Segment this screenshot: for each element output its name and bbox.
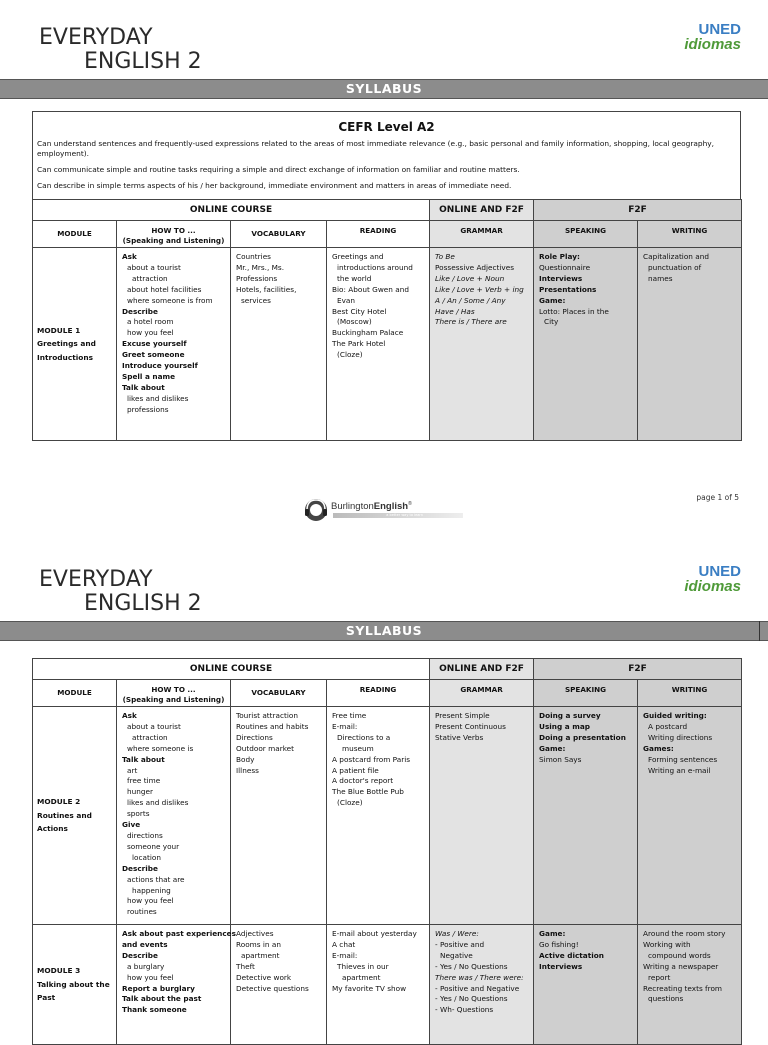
cell-line: (Cloze) <box>337 350 363 360</box>
cell-line: Outdoor market <box>236 743 295 753</box>
cell-line: Describe <box>122 863 158 873</box>
cell-line: Thank someone <box>122 1005 187 1015</box>
cell-line: Directions <box>236 732 273 742</box>
header-grammar: GRAMMAR <box>430 221 534 248</box>
logo-idiomas-text: idiomas <box>684 36 741 53</box>
cell-line: routines <box>127 907 157 917</box>
cell-line: City <box>544 317 559 327</box>
module-name-cell <box>33 925 117 1045</box>
cell-line: Talk about <box>122 754 165 764</box>
cell-line: Introduce yourself <box>122 361 198 371</box>
cell-line: location <box>132 852 161 862</box>
cell-line: punctuation of <box>648 262 702 272</box>
cell-line: - Yes / No Questions <box>435 994 508 1004</box>
cell-line: Present Continuous <box>435 721 506 731</box>
table-row <box>33 248 742 441</box>
module-name-line: Past <box>37 993 56 1003</box>
header-writing: WRITING <box>638 221 742 248</box>
speaking-cell <box>534 925 638 1045</box>
cell-line: the world <box>337 273 372 283</box>
cell-line: where someone is <box>127 743 194 753</box>
header-f2f: F2F <box>534 200 742 221</box>
cell-line: Working with <box>643 939 691 949</box>
cell-line: Hotels, facilities, <box>236 284 297 294</box>
cell-line: how you feel <box>127 972 174 982</box>
cell-line: Writing an e-mail <box>648 765 711 775</box>
brand-tagline-bar <box>333 513 463 518</box>
syllabus-banner <box>0 621 768 641</box>
cell-line: happening <box>132 885 171 895</box>
course-title-line2: ENGLISH 2 <box>84 591 202 616</box>
cell-line: A postcard from Paris <box>332 754 411 764</box>
cell-line: Buckingham Palace <box>332 328 404 338</box>
header-speaking: SPEAKING <box>534 680 638 707</box>
cell-line: Tourist attraction <box>236 711 298 720</box>
cell-line: To Be <box>435 252 455 261</box>
cell-line: Role Play: <box>539 252 580 261</box>
header-howto <box>117 221 231 248</box>
cell-line: apartment <box>241 950 280 960</box>
cell-line: Ask about past experiences <box>122 929 236 938</box>
cell-line: Ask <box>122 711 137 720</box>
reading-cell <box>327 248 430 441</box>
cell-line: Interviews <box>539 273 583 283</box>
page-number: page 1 of 5 <box>696 493 739 502</box>
syllabus-banner-label: SYLLABUS <box>345 81 423 96</box>
cell-line: Recreating texts from <box>643 983 723 993</box>
module-name-line: MODULE 1 <box>37 325 81 335</box>
cell-line: introductions around <box>337 262 413 272</box>
cell-line: Stative Verbs <box>435 732 484 742</box>
cell-line: Writing directions <box>648 732 713 742</box>
course-title <box>39 27 202 73</box>
vocabulary-cell <box>231 707 327 925</box>
cell-line: - Positive and Negative <box>435 983 520 993</box>
header-online-f2f: ONLINE AND F2F <box>430 200 534 221</box>
cell-line: Directions to a <box>337 732 391 742</box>
cell-line: questions <box>648 994 684 1004</box>
speaking-cell <box>534 248 638 441</box>
cell-line: a burglary <box>127 961 165 971</box>
cell-line: Around the room story <box>643 929 726 938</box>
uned-idiomas-logo <box>684 22 741 52</box>
cell-line: actions that are <box>127 874 185 884</box>
cell-line: about hotel facilities <box>127 284 202 294</box>
cell-line: Doing a presentation <box>539 732 626 742</box>
cell-line: Game: <box>539 743 566 753</box>
cell-line: sports <box>127 809 150 819</box>
cell-line: services <box>241 295 271 305</box>
course-title-line1: EVERYDAY <box>39 567 153 592</box>
cell-line: Guided writing: <box>643 711 707 720</box>
header-howto-line2: (Speaking and Listening) <box>122 236 225 245</box>
header-howto-line1: HOW TO ... <box>151 685 196 694</box>
cell-line: Present Simple <box>435 711 490 720</box>
cell-line: Countries <box>236 252 271 261</box>
header-online-course: ONLINE COURSE <box>33 200 430 221</box>
cell-line: There is / There are <box>435 317 507 327</box>
cefr-paragraph: Can communicate simple and routine tasks requiring a simple and direct exchange of information on familiar and routine matters. <box>37 165 520 174</box>
header-howto-line1: HOW TO ... <box>151 226 196 235</box>
cell-line: hunger <box>127 787 153 797</box>
header-writing: WRITING <box>638 680 742 707</box>
vocabulary-cell <box>231 925 327 1045</box>
cell-line: Describe <box>122 950 158 960</box>
cell-line: directions <box>127 830 163 840</box>
cell-line: likes and dislikes <box>127 798 189 808</box>
cell-line: Using a map <box>539 721 590 731</box>
cefr-paragraph: Can describe in simple terms aspects of his / her background, immediate environment and matters in areas of immediate need. <box>37 181 512 190</box>
cell-line: - Yes / No Questions <box>435 961 508 971</box>
cell-line: Presentations <box>539 284 597 294</box>
reading-cell <box>327 925 430 1045</box>
writing-cell <box>638 925 742 1045</box>
cell-line: a hotel room <box>127 317 174 327</box>
cell-line: Rooms in an <box>236 939 281 949</box>
cell-line: where someone is from <box>127 295 213 305</box>
module-name-line: MODULE 2 <box>37 797 81 807</box>
grammar-cell <box>430 707 534 925</box>
cell-line: The Blue Bottle Pub <box>332 787 404 797</box>
cefr-paragraph: Can understand sentences and frequently-used expressions related to the areas of most immediate relevance (e.g., basic personal and family information, shopping, local geography, employment). <box>37 139 715 158</box>
cell-line: attraction <box>132 732 168 742</box>
cell-line: Greet someone <box>122 350 185 360</box>
module-name-line: Actions <box>37 824 68 834</box>
brand-part-a: Burlington <box>331 501 374 513</box>
cell-line: compound words <box>648 950 711 960</box>
cell-line: Talk about the past <box>122 994 202 1004</box>
cell-line: The Park Hotel <box>332 339 386 349</box>
module-name-line: MODULE 3 <box>37 966 81 976</box>
cell-line: My favorite TV show <box>332 983 407 993</box>
cell-line: someone your <box>127 841 180 851</box>
cell-line: Ask <box>122 252 137 261</box>
cell-line: Body <box>236 754 255 764</box>
cell-line: Detective questions <box>236 983 309 993</box>
cell-line: Evan <box>337 295 356 305</box>
cell-line: likes and dislikes <box>127 393 189 403</box>
cell-line: - Positive and <box>435 939 485 949</box>
burlington-wordmark <box>331 501 412 512</box>
header-reading: READING <box>327 221 430 248</box>
course-title-line1: EVERYDAY <box>39 25 153 50</box>
header-vocabulary: VOCABULARY <box>231 221 327 248</box>
cell-line: Detective work <box>236 972 292 982</box>
header-howto-line2: (Speaking and Listening) <box>122 695 225 704</box>
cell-line: A postcard <box>648 721 688 731</box>
cefr-title: CEFR Level A2 <box>338 120 435 134</box>
header-online-course: ONLINE COURSE <box>33 659 430 680</box>
cell-line: Go fishing! <box>539 939 579 949</box>
cell-line: Was / Were: <box>435 929 479 938</box>
cell-line: and events <box>122 939 168 949</box>
cell-line: free time <box>127 776 161 786</box>
cell-line: Describe <box>122 306 158 316</box>
logo-uned-text: UNED <box>698 563 741 580</box>
cell-line: Routines and habits <box>236 721 309 731</box>
cell-line: Thieves in our <box>337 961 389 971</box>
howto-cell <box>117 707 231 925</box>
cell-line: (Moscow) <box>337 317 372 327</box>
cell-line: Give <box>122 820 141 830</box>
cell-line: E-mail about yesterday <box>332 929 417 938</box>
cell-line: art <box>127 765 138 775</box>
cell-line: Negative <box>440 950 473 960</box>
module-name-line: Introductions <box>37 352 94 362</box>
cell-line: Talk about <box>122 382 165 392</box>
syllabus-banner-label: SYLLABUS <box>345 623 423 638</box>
header-module: MODULE <box>33 221 117 248</box>
table-row <box>33 925 742 1045</box>
header-vocabulary: VOCABULARY <box>231 680 327 707</box>
logo-uned-text: UNED <box>698 21 741 38</box>
speaking-cell <box>534 707 638 925</box>
writing-cell <box>638 248 742 441</box>
course-title <box>39 569 202 615</box>
cell-line: Professions <box>236 273 278 283</box>
banner-edge <box>759 621 760 641</box>
cell-line: Theft <box>236 961 255 971</box>
howto-cell <box>117 925 236 1045</box>
brand-tagline: a better way to learn <box>386 513 423 517</box>
cell-line: A doctor's report <box>332 776 394 786</box>
grammar-cell <box>430 925 534 1045</box>
header-reading: READING <box>327 680 430 707</box>
cell-line: Excuse yourself <box>122 339 187 349</box>
cell-line: Game: <box>539 929 566 938</box>
header-f2f: F2F <box>534 659 742 680</box>
cell-line: Greetings and <box>332 252 384 261</box>
table-row <box>33 707 742 925</box>
burlington-english-logo <box>303 497 473 525</box>
cell-line: Best City Hotel <box>332 306 387 316</box>
brand-mark: ® <box>408 501 412 507</box>
cell-line: Lotto: Places in the <box>539 306 609 316</box>
headset-icon <box>303 497 329 523</box>
cell-line: Simon Says <box>539 754 582 764</box>
syllabus-banner <box>0 79 768 99</box>
module-name-cell <box>33 707 117 925</box>
cell-line: about a tourist <box>127 721 181 731</box>
cell-line: - Wh- Questions <box>435 1005 494 1015</box>
cell-line: Have / Has <box>435 306 475 316</box>
cell-line: E-mail: <box>332 721 358 731</box>
cell-line: E-mail: <box>332 950 358 960</box>
header-speaking: SPEAKING <box>534 221 638 248</box>
header-grammar: GRAMMAR <box>430 680 534 707</box>
module-name-line: Talking about the <box>37 979 110 989</box>
header-howto <box>117 680 231 707</box>
cell-line: Bio: About Gwen and <box>332 284 409 294</box>
cell-line: Mr., Mrs., Ms. <box>236 262 285 272</box>
header-module: MODULE <box>33 680 117 707</box>
cell-line: Questionnaire <box>539 262 591 272</box>
cell-line: Game: <box>539 295 566 305</box>
cell-line: about a tourist <box>127 262 181 272</box>
syllabus-table-2 <box>32 658 742 1045</box>
syllabus-table-1 <box>32 199 742 441</box>
cell-line: report <box>648 972 671 982</box>
howto-cell <box>117 248 231 441</box>
cell-line: Report a burglary <box>122 983 195 993</box>
cell-line: how you feel <box>127 896 174 906</box>
course-title-line2: ENGLISH 2 <box>84 49 202 74</box>
grammar-cell <box>430 248 534 441</box>
cell-line: attraction <box>132 273 168 283</box>
cell-line: A chat <box>332 939 356 949</box>
cell-line: Capitalization and <box>643 252 709 261</box>
writing-cell <box>638 707 742 925</box>
module-name-cell <box>33 248 117 441</box>
cell-line: Possessive Adjectives <box>435 262 515 272</box>
page-2 <box>0 544 768 1024</box>
cefr-box <box>32 111 741 200</box>
brand-part-b: English <box>373 501 409 513</box>
cell-line: Like / Love + Noun <box>435 273 505 283</box>
cell-line: Interviews <box>539 961 583 971</box>
cell-line: Like / Love + Verb + ing <box>435 284 524 294</box>
module-name-line: Routines and <box>37 810 92 820</box>
cell-line: apartment <box>342 972 381 982</box>
vocabulary-cell <box>231 248 327 441</box>
cell-line: Spell a name <box>122 371 176 381</box>
module-name-line: Greetings and <box>37 339 96 349</box>
cell-line: A patient file <box>332 765 379 775</box>
cell-line: how you feel <box>127 328 174 338</box>
logo-idiomas-text: idiomas <box>684 578 741 595</box>
cell-line: Adjectives <box>236 929 274 938</box>
cell-line: names <box>648 273 673 283</box>
cell-line: There was / There were: <box>435 972 524 982</box>
cell-line: (Cloze) <box>337 798 363 808</box>
cell-line: Doing a survey <box>539 711 601 720</box>
cell-line: Games: <box>643 743 674 753</box>
cell-line: Forming sentences <box>648 754 718 764</box>
cell-line: Illness <box>236 765 259 775</box>
cell-line: Active dictation <box>539 950 604 960</box>
cell-line: A / An / Some / Any <box>435 295 506 305</box>
cell-line: professions <box>127 404 169 414</box>
cell-line: Free time <box>332 711 367 720</box>
header-online-f2f: ONLINE AND F2F <box>430 659 534 680</box>
reading-cell <box>327 707 430 925</box>
cell-line: Writing a newspaper <box>643 961 719 971</box>
cell-line: museum <box>342 743 374 753</box>
uned-idiomas-logo <box>684 564 741 594</box>
